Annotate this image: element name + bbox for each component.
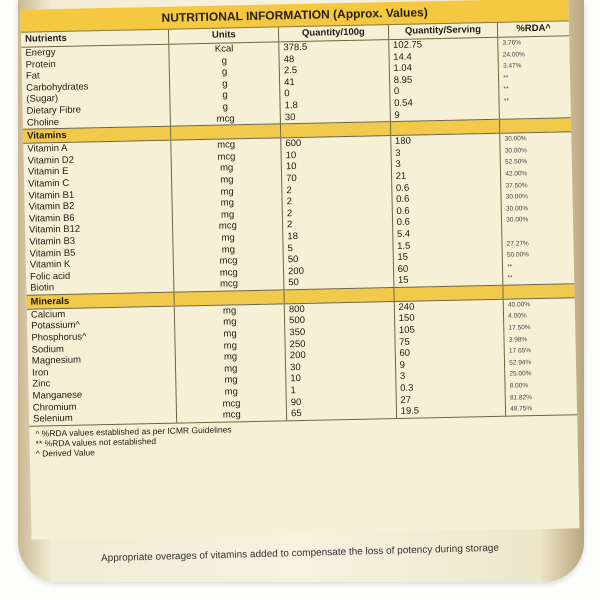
serving-cell: 0.6 [392, 203, 502, 217]
nutrient-name: (Sugar) [26, 93, 59, 106]
per100-cell: 10 [286, 371, 396, 385]
nutrient-name: Dietary Fibre [26, 104, 82, 117]
per100-cell: 600 [281, 136, 391, 150]
nutrient-name: Selenium [32, 413, 73, 425]
unit-cell: mg [172, 196, 282, 210]
nutrient-name: Vitamin D2 [27, 154, 75, 167]
serving-cell: 5.4 [392, 227, 502, 241]
serving-cell: 0.6 [392, 215, 502, 229]
unit-cell: g [170, 89, 280, 103]
unit-cell: mg [175, 304, 285, 318]
serving-cell: 3 [391, 146, 501, 160]
per100-cell: 378.5 [279, 40, 389, 54]
nutrient-name: Vitamin B1 [28, 189, 75, 202]
serving-cell: 180 [390, 133, 500, 147]
per100-cell: 2 [283, 217, 393, 231]
serving-cell: 240 [394, 299, 504, 313]
unit-cell: mg [175, 316, 285, 330]
nutrient-name: Folic acid [29, 270, 71, 283]
rda-cell: 52.94% [505, 356, 576, 369]
unit-cell: mg [176, 351, 286, 365]
rda-cell: 17.50% [504, 321, 575, 334]
col-header-per100: Quantity/100g [278, 25, 388, 42]
serving-cell: 1.04 [389, 61, 499, 75]
per100-cell: 0 [280, 86, 390, 100]
rda-cell: ** [499, 94, 570, 107]
nutrient-name: Fat [25, 70, 40, 82]
unit-cell: mcg [171, 112, 281, 126]
serving-cell: 0.3 [396, 381, 506, 395]
serving-cell: 3 [395, 369, 505, 383]
per100-cell: 30 [280, 110, 390, 124]
per100-cell: 10 [281, 148, 391, 162]
rda-cell: 24.00% [498, 48, 569, 61]
table-title: NUTRITIONAL INFORMATION (Approx. Values) [21, 0, 569, 33]
nutrient-name: Vitamin K [29, 258, 71, 271]
per100-cell: 500 [285, 314, 395, 328]
unit-cell: mg [176, 362, 286, 376]
per100-cell: 48 [279, 52, 389, 66]
rda-cell: 4.00% [504, 310, 575, 323]
rda-cell: 27.27% [502, 237, 573, 250]
footnote: ^ Derived Value [35, 447, 96, 459]
nutrient-name: Protein [25, 58, 56, 71]
per100-cell: 65 [286, 406, 396, 420]
serving-cell: 0.6 [391, 180, 501, 194]
rda-cell: 52.50% [500, 156, 571, 169]
per100-cell: 30 [285, 360, 395, 374]
unit-cell: mcg [173, 220, 283, 234]
serving-cell: 75 [395, 334, 505, 348]
rda-cell: ** [503, 272, 575, 286]
rda-cell: 30.00% [500, 144, 571, 157]
nutrient-name: Vitamin B5 [29, 247, 76, 260]
unit-cell: mg [172, 162, 282, 176]
per100-cell: 70 [282, 171, 392, 185]
serving-cell: 19.5 [396, 404, 506, 418]
per100-cell: 2 [282, 183, 392, 197]
nutrient-name: Vitamin C [28, 177, 70, 190]
nutrient-name: Carbohydrates [26, 81, 89, 94]
unit-cell: g [170, 100, 280, 114]
unit-cell: Kcal [169, 42, 279, 56]
col-header-serving: Quantity/Serving [388, 23, 498, 40]
serving-cell: 60 [395, 346, 505, 360]
nutrient-name: Energy [25, 47, 56, 59]
section-label: Vitamins [23, 126, 171, 143]
serving-cell: 9 [390, 107, 500, 121]
nutrient-name: Magnesium [31, 354, 82, 367]
unit-cell: mcg [174, 254, 284, 268]
rda-cell: 30.00% [500, 132, 572, 146]
per100-cell: 41 [280, 75, 390, 89]
section-cell [503, 284, 575, 299]
nutrient-name: Sodium [31, 343, 64, 356]
unit-cell: mg [176, 385, 286, 399]
footnote: ** %RDA values not established [35, 435, 157, 449]
per100-cell: 250 [285, 337, 395, 351]
section-label: Minerals [26, 292, 174, 309]
unit-cell: mg [175, 327, 285, 341]
serving-cell: 0.54 [390, 96, 500, 110]
nutrient-name: Manganese [32, 389, 83, 402]
rda-cell: 8.00% [505, 379, 576, 392]
serving-cell: 15 [393, 250, 503, 264]
rda-cell: 30.00% [501, 190, 572, 203]
nutrient-name: Vitamin A [27, 143, 68, 155]
serving-cell: 15 [393, 273, 503, 287]
nutrient-name: Vitamin B3 [29, 235, 76, 248]
serving-cell: 0 [389, 84, 499, 98]
rda-cell: ** [499, 71, 570, 84]
nutrient-name: Iron [32, 367, 49, 379]
nutrient-name: Choline [26, 116, 60, 129]
per100-cell: 1.8 [280, 98, 390, 112]
col-header-nutrients: Nutrients [21, 30, 169, 48]
per100-cell: 1 [286, 383, 396, 397]
unit-cell: mcg [171, 138, 281, 152]
unit-cell: mg [173, 243, 283, 257]
nutrient-name: Vitamin B12 [29, 223, 81, 236]
nutrient-name: Potassium^ [31, 320, 81, 333]
unit-cell: mg [172, 173, 282, 187]
nutrient-name: Phosphorus^ [31, 331, 87, 344]
serving-cell: 21 [391, 169, 501, 183]
rda-cell: 30.00% [502, 214, 573, 227]
serving-cell: 14.4 [389, 49, 499, 63]
per100-cell: 2 [282, 194, 392, 208]
serving-cell: 1.5 [393, 238, 503, 252]
per100-cell: 350 [285, 325, 395, 339]
serving-cell: 102.75 [388, 37, 498, 51]
rda-cell: ** [499, 83, 570, 96]
unit-cell: g [170, 77, 280, 91]
serving-cell: 0.6 [392, 192, 502, 206]
nutrition-table [21, 21, 577, 425]
rda-cell: 17.65% [504, 344, 575, 357]
unit-cell: mcg [174, 278, 284, 292]
nutrient-name: Biotin [30, 282, 55, 294]
storage-note: Appropriate overages of vitamins added to compensate the loss of potency during storage [100, 542, 500, 565]
rda-cell: ** [503, 260, 574, 273]
unit-cell: mg [173, 208, 283, 222]
per100-cell: 200 [285, 348, 395, 362]
rda-cell: 48.75% [506, 402, 577, 415]
rda-cell: 50.00% [502, 248, 573, 261]
per100-cell: 10 [281, 159, 391, 173]
unit-cell: mg [175, 339, 285, 353]
per100-cell: 90 [286, 395, 396, 409]
serving-cell: 60 [393, 261, 503, 275]
per100-cell: 200 [283, 264, 393, 278]
per100-cell: 2.5 [279, 63, 389, 77]
nutrient-name: Vitamin B2 [28, 200, 75, 213]
rda-cell: 37.50% [501, 179, 572, 192]
nutrient-name: Vitamin E [27, 166, 69, 179]
rda-cell: 81.82% [505, 391, 576, 404]
footnote: ^ %RDA values established as per ICMR Guidelines [35, 424, 232, 439]
unit-cell: mcg [177, 397, 287, 411]
per100-cell: 2 [282, 206, 392, 220]
serving-cell: 3 [391, 157, 501, 171]
unit-cell: mg [173, 231, 283, 245]
per100-cell: 18 [283, 229, 393, 243]
rda-cell: 3.47% [498, 59, 569, 72]
unit-cell: g [169, 54, 279, 68]
rda-cell: 42.00% [501, 167, 572, 180]
rda-cell: 25.00% [505, 368, 576, 381]
serving-cell: 150 [394, 311, 504, 325]
nutrient-name: Calcium [30, 308, 66, 321]
unit-cell: mcg [171, 150, 281, 164]
unit-cell: mcg [177, 409, 287, 423]
serving-cell: 8.95 [389, 73, 499, 87]
nutrient-name: Chromium [32, 401, 77, 414]
per100-cell: 800 [284, 301, 394, 315]
unit-cell: mg [176, 374, 286, 388]
per100-cell: 50 [283, 252, 393, 266]
serving-cell: 27 [396, 392, 506, 406]
rda-cell: 3.98% [504, 333, 575, 346]
unit-cell: mg [172, 185, 282, 199]
col-header-rda: %RDA^ [498, 21, 570, 37]
nutrient-name: Zinc [32, 378, 51, 391]
per100-cell: 50 [284, 275, 394, 289]
rda-cell: 40.00% [503, 298, 575, 312]
unit-cell: g [170, 66, 280, 80]
unit-cell: mcg [174, 266, 284, 280]
nutrition-label [21, 0, 580, 540]
serving-cell: 9 [395, 358, 505, 372]
rda-cell: 30.00% [501, 202, 572, 215]
col-header-units: Units [169, 27, 279, 44]
nutrient-name: Vitamin B6 [28, 212, 75, 225]
rda-cell: 3.76% [498, 36, 570, 50]
section-cell [500, 118, 572, 133]
serving-cell: 105 [394, 323, 504, 337]
per100-cell: 5 [283, 241, 393, 255]
